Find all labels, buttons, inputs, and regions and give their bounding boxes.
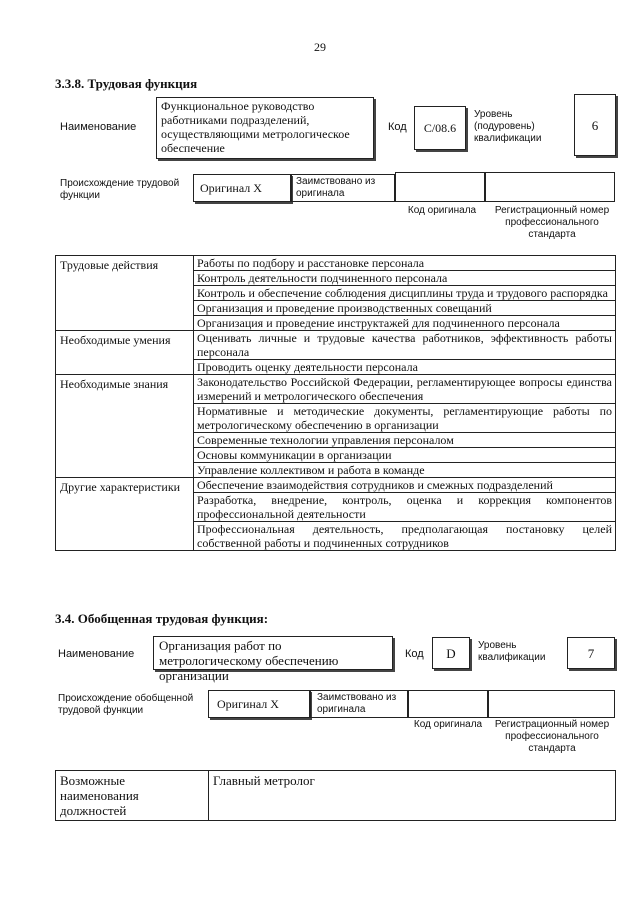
table-row: [56, 375, 616, 404]
gtf-reg-number-label: Регистрационный номер профессионального стандарта: [494, 719, 610, 754]
code-label: Код: [388, 121, 407, 133]
page-number: 29: [314, 40, 326, 54]
gtf-original-text: Оригинал X: [217, 697, 279, 711]
gtf-code-value-box: [432, 637, 470, 669]
row-label: Трудовые действия: [56, 256, 194, 331]
table-cell: Обеспечение взаимодействия сотрудников и смежных подразделений: [194, 478, 616, 493]
gtf-name-label: Наименование: [58, 648, 135, 660]
table-cell: Нормативные и методические документы, регламентирующие работы по метрологическому обеспечению в организации: [194, 404, 616, 433]
borrowed-text: Заимствовано из оригинала: [296, 176, 376, 199]
table-cell: Современные технологии управления персоналом: [194, 433, 616, 448]
gtf-level-value: 7: [587, 646, 595, 661]
level-value: 6: [591, 118, 599, 133]
section-heading-338: 3.3.8. Трудовая функция: [55, 76, 198, 91]
table-cell: Основы коммуникации в организации: [194, 448, 616, 463]
reg-number-box: [485, 172, 615, 202]
gtf-code-original-box: [408, 690, 488, 718]
gtf-borrowed-text: Заимствовано из оригинала: [317, 692, 397, 715]
function-table: [55, 255, 616, 551]
code-value-box: [414, 106, 466, 150]
original-text: Оригинал X: [200, 181, 262, 195]
gtf-original-box: [208, 690, 310, 718]
gtf-name-value-box: [153, 636, 393, 683]
gtf-level-label: Уровень квалификации: [478, 640, 546, 663]
reg-number-label: Регистрационный номер профессионального стандарта: [494, 205, 610, 240]
positions-value: Главный метролог: [209, 771, 616, 821]
code-original-box: [395, 172, 485, 202]
gtf-reg-number-box: [488, 690, 615, 718]
table-cell: Контроль и обеспечение соблюдения дисциплины труда и трудового распорядка: [194, 286, 616, 301]
gtf-code-label: Код: [405, 648, 424, 660]
table-cell: Управление коллективом и работа в команде: [194, 463, 616, 478]
table-cell: Профессиональная деятельность, предполагающая постановку целей собственной работы и подчиненных сотрудников: [194, 522, 616, 551]
positions-table: [55, 770, 616, 821]
table-row: [56, 256, 616, 271]
gtf-origin-label: Происхождение обобщенной трудовой функции: [58, 693, 194, 716]
name-label: Наименование: [60, 121, 137, 133]
table-cell: Оценивать личные и трудовые качества работников, эффективность работы персонала: [194, 331, 616, 360]
origin-label: Происхождение трудовой функции: [60, 178, 180, 201]
borrowed-box: [291, 174, 395, 202]
code-original-label: Код оригинала: [407, 205, 477, 216]
table-cell: Контроль деятельности подчиненного персонала: [194, 271, 616, 286]
table-cell: Организация и проведение производственных совещаний: [194, 301, 616, 316]
table-row: [56, 331, 616, 360]
table-cell: Проводить оценку деятельности персонала: [194, 360, 616, 375]
level-value-box: [574, 94, 616, 156]
row-label: Необходимые умения: [56, 331, 194, 375]
table-row: [56, 478, 616, 493]
gtf-code-original-label: Код оригинала: [413, 719, 483, 730]
original-box: [193, 174, 291, 202]
section-heading-34: 3.4. Обобщенная трудовая функция:: [55, 611, 269, 626]
row-label: Другие характеристики: [56, 478, 194, 551]
table-cell: Работы по подбору и расстановке персонала: [194, 256, 616, 271]
table-row: [56, 771, 616, 821]
name-value: Функциональное руководство работниками подразделений, осуществляющими метрологическое обеспечение: [161, 99, 350, 155]
gtf-name-value: Организация работ по метрологическому обеспечению организации: [159, 638, 339, 683]
positions-label: Возможные наименования должностей: [56, 771, 209, 821]
level-label: Уровень (подуровень) квалификации: [474, 109, 542, 144]
gtf-borrowed-box: [310, 690, 408, 718]
gtf-level-value-box: [567, 637, 615, 669]
table-cell: Организация и проведение инструктажей для подчиненного персонала: [194, 316, 616, 331]
row-label: Необходимые знания: [56, 375, 194, 478]
name-value-box: [156, 97, 374, 159]
gtf-code-value: D: [446, 646, 456, 661]
table-cell: Разработка, внедрение, контроль, оценка и коррекция компонентов профессиональной деятельности: [194, 493, 616, 522]
code-value: С/08.6: [423, 121, 457, 135]
table-cell: Законодательство Российской Федерации, регламентирующее вопросы единства измерений и метрологического обеспечения: [194, 375, 616, 404]
